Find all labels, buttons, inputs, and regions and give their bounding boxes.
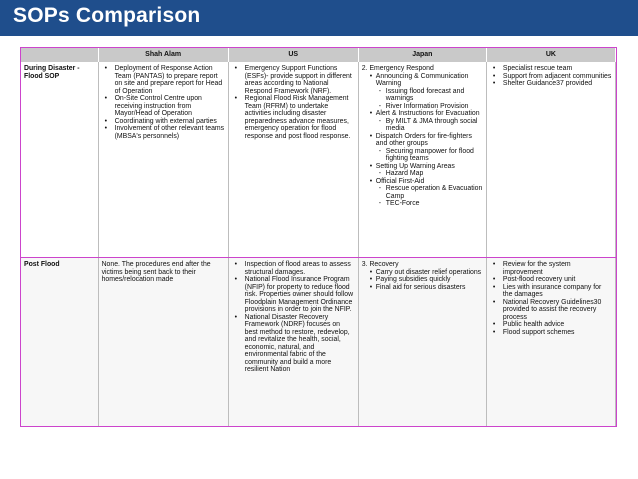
header-japan: Japan	[358, 48, 486, 62]
row-label-post-flood: Post Flood	[21, 258, 98, 428]
table-row	[21, 258, 616, 428]
list-item: • Shelter Guidance37 provided	[490, 80, 612, 88]
list-item: • National Flood Insurance Program (NFIP) for property to reduce flood risk. Properties owner should follow Floodplain Management Ordinance provisions in order to join the NFIP.	[232, 276, 355, 314]
list-item: • Dispatch Orders for fire-fighters and other groups	[362, 133, 483, 148]
list-item: • Emergency Support Functions (ESFs)- provide support in different areas according to National Respond Framework (NRF).	[232, 65, 355, 95]
cell-uk-post	[486, 258, 615, 428]
header-uk: UK	[486, 48, 615, 62]
list-item: • Deployment of Response Action Team (PANTAS) to prepare report on site and prepare report for Head of Operation	[102, 65, 225, 95]
list-subitem: - By MILT & JMA through social media	[362, 118, 483, 133]
list-subitem: - Securing manpower for flood fighting teams	[362, 148, 483, 163]
list-item: • Official First-Aid	[362, 178, 483, 186]
comparison-table	[20, 47, 617, 427]
cell-japan-during	[358, 62, 486, 258]
list-item: • Announcing & Communication Warning	[362, 73, 483, 88]
list-item: • Flood support schemes	[490, 329, 612, 337]
shah-alam-post-text: None. The procedures end after the victims being sent back to their homes/relocation made	[101, 261, 211, 283]
header-blank	[21, 48, 98, 62]
table-header-row	[21, 48, 616, 62]
list-item: • National Disaster Recovery Framework (NDRF) focuses on best method to restore, redevelop, and revitalize the health, social, economic, natural, and environmental fabric of the community and build a more resilient Nation	[232, 314, 355, 374]
list-subitem: - Issuing flood forecast and warnings	[362, 88, 483, 103]
list-item: • On-Site Control Centre upon receiving instruction from Mayor/Head of Operation	[102, 95, 225, 118]
table-row	[21, 62, 616, 258]
list-item: • Inspection of flood areas to assess structural damages.	[232, 261, 355, 276]
list-subitem: - TEC-Force	[362, 200, 483, 208]
list-item: • Review for the system improvement	[490, 261, 612, 276]
japan-section-heading: 2. Emergency Respond	[361, 65, 434, 72]
cell-shah-alam-during	[98, 62, 228, 258]
list-subitem: - Rescue operation & Evacuation Camp	[362, 185, 483, 200]
list-item: • Specialist rescue team	[490, 65, 612, 73]
cell-shah-alam-post	[98, 258, 228, 428]
list-item: • Support from adjacent communities	[490, 73, 612, 81]
cell-us-post	[228, 258, 358, 428]
list-item: • Alert & Instructions for Evacuation	[362, 110, 483, 118]
slide-title: SOPs Comparison	[13, 4, 201, 27]
list-item: • Carry out disaster relief operations	[362, 269, 483, 277]
list-item: • Setting Up Warning Areas	[362, 163, 483, 171]
list-item: • Regional Flood Risk Management Team (RFRM) to undertake activities including disaster preparedness advance measures, emergency operation for flood response and post flood response.	[232, 95, 355, 140]
header-shah-alam: Shah Alam	[98, 48, 228, 62]
row-label-during-disaster: During Disaster - Flood SOP	[21, 62, 98, 258]
cell-japan-post	[358, 258, 486, 428]
list-item: • Post-flood recovery unit	[490, 276, 612, 284]
list-item: • Lies with insurance company for the damages	[490, 284, 612, 299]
header-us: US	[228, 48, 358, 62]
cell-uk-during	[486, 62, 615, 258]
list-item: • Paying subsidies quickly	[362, 276, 483, 284]
list-item: • Coordinating with external parties	[102, 118, 225, 126]
list-subitem: - River Information Provision	[362, 103, 483, 111]
title-bar	[0, 0, 638, 36]
list-item: • Final aid for serious disasters	[362, 284, 483, 292]
list-item: • Involvement of other relevant teams (MBSA's personnels)	[102, 125, 225, 140]
list-item: • Public health advice	[490, 321, 612, 329]
japan-section-heading: 3. Recovery	[361, 261, 399, 268]
list-subitem: - Hazard Map	[362, 170, 483, 178]
list-item: • National Recovery Guidelines30 provided to assist the recovery process	[490, 299, 612, 322]
cell-us-during	[228, 62, 358, 258]
